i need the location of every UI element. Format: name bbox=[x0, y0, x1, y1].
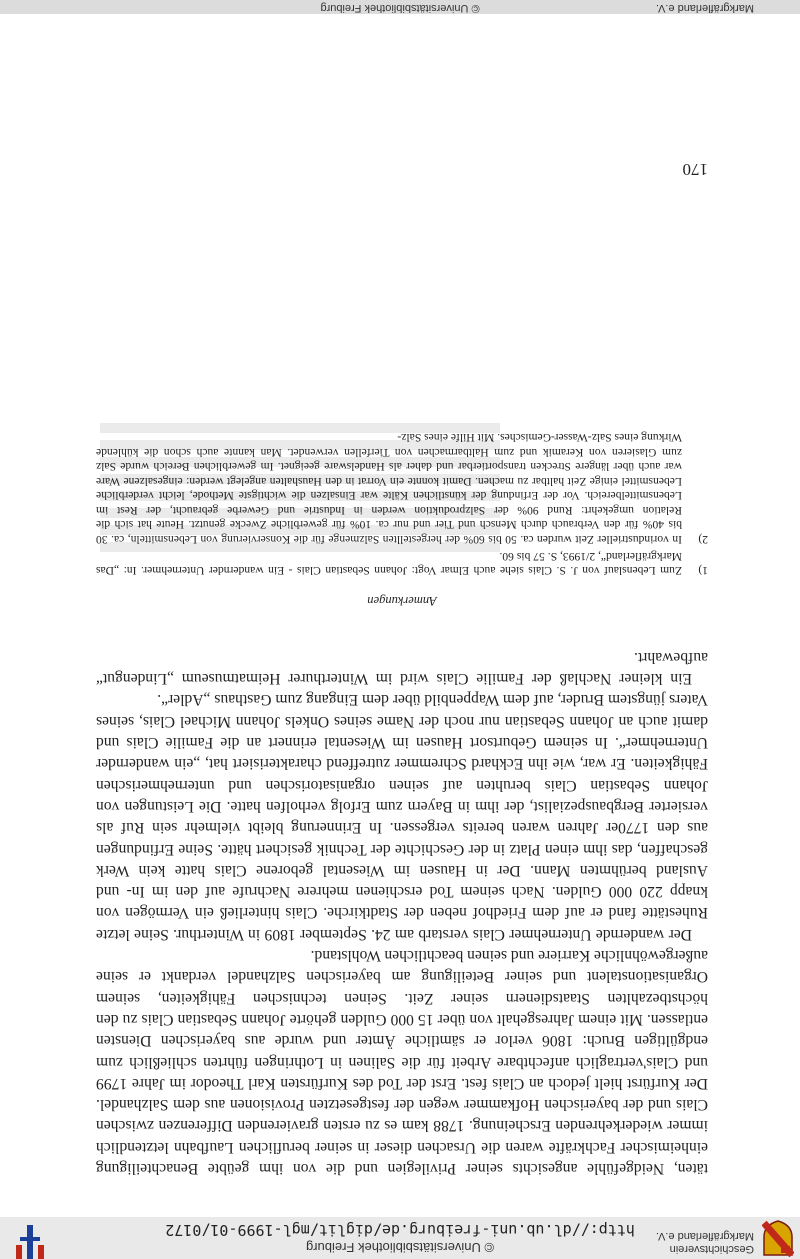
main-text bbox=[96, 427, 708, 1179]
paragraph: Der wandernde Unternehmer Clais verstarb am 24. September 1809 in Winterthur. Seine letzte Ruhestätte fand er auf dem Friedhof neben der Stadtkirche. Clais hinterließ ein Vermögen von knapp 220 000 Gulden. Nach seinem Tod erschienen mehrere Nachrufe auf den im In- und Ausland berühmten Mann. Der in Hausen im Wiesental geborene Clais hatte kein Werk geschaffen, das ihm einen Platz in der Geschichte der Technik gesichert hätte. Seine Erfindungen aus den 1770er Jahren waren bereits vergessen. In Erinnerung bleibt vielmehr sein Ruf als versierter Bergbauspezialist, der ihm in Bayern zum Erfolg verholfen hatte. Die Leistungen von Johann Sebastian Clais beruhten auf seinen organisatorischen und unternehmerischen Fähigkeiten. Er war, wie ihn Eckhard Schremmer zutreffend charakterisiert hat, „ein wandernder Unternehmer“. In seinem Geburtsort Hausen im Wiesental erinnert an die Familie Clais und damit auch an Johann Sebastian nur noch der Name seines Onkels Johann Michael Clais, seines Vaters jüngstem Bruder, auf dem Wappenbild über dem Eingang zum Gasthaus „Adler“. bbox=[96, 691, 708, 943]
document-url[interactable]: http://dl.ub.uni-freiburg.de/diglit/mgl-1999-01/0172 bbox=[165, 1221, 635, 1239]
footnote-text: Zum Lebenslauf von J. S. Clais siehe auch Elmar Vogt: Johann Sebastian Clais - Ein wandernder Unternehmer. In: „Das Markgräflerland“, 2/1993, S. 57 bis 60. bbox=[96, 549, 682, 578]
footnote-number: 1) bbox=[698, 564, 708, 578]
notes-heading: Anmerkungen bbox=[367, 593, 437, 608]
footnote-text: In vorindustrieller Zeit wurden ca. 50 bis 60% der hergestellten Salzmenge für die Konservierung von Lebensmitteln, ca. 30 bis 40% für den Verbrauch durch Mensch und Tier und nur ca. 10% für gewerbliche Zwecke genutzt. Heute hat sich die Relation umgekehrt: Rund 90% der Salzproduktion werden in Industrie und Gewerbe gebraucht, der Rest im Lebensmittelbereich. Vor der Erfindung der künstlichen Kälte war Einsalzen die wichtigste Methode, leicht verderbliche Lebensmittel einige Zeit haltbar zu machen. Damit konnte ein Vorrat in den Haushalten angelegt werden: eingesalzene Ware war auch über längere Strecken transportierbar und daher als Handelsware geeignet. Im gewerblichen Bereich wurde Salz zum Glasieren von Keramik und zum Haltbarmachen von Tierfellen verwendet. Man kannte auch schon die kühlende Wirkung eines Salz-Wasser-Gemisches. Mit Hilfe eines Salz- bbox=[96, 430, 682, 547]
society-line-2: Markgräflerland e.V. bbox=[655, 1230, 754, 1242]
header-copyright: © Universitätsbibliothek Freiburg bbox=[305, 1240, 495, 1255]
footnote bbox=[96, 548, 708, 577]
footnote-number: 2) bbox=[698, 533, 708, 547]
library-logo-icon bbox=[8, 1217, 52, 1259]
footnote bbox=[96, 429, 708, 546]
header-band bbox=[0, 1217, 800, 1259]
footer-band bbox=[0, 0, 800, 14]
paragraph: Ein kleiner Nachlaß der Familie Clais wird im Winterthurer Heimatmuseum „Lindengut“ aufbewahrt. bbox=[96, 648, 708, 688]
footer-copyright: © Universitätsbibliothek Freiburg bbox=[320, 2, 480, 14]
page-number: 170 bbox=[682, 160, 708, 179]
society-line-1: Geschichtsverein bbox=[669, 1243, 754, 1255]
footer-society: Markgräflerland e.V. bbox=[655, 2, 754, 14]
paragraph: täten, Neidgefühle angesichts seiner Privilegien und die von ihm geübte Benachteiligung einheimischer Fachkräfte waren die Ursachen dieser in seiner beruflichen Laufbahn letztendlich immer wiederkehrenden Erscheinung. 1788 kam es zu ersten gravierenden Differenzen zwischen Clais und der bayerischen Hofkammer wegen der festgesetzten Provisionen aus dem Salzhandel. Der Kurfürst hielt jedoch an Clais fest. Erst der Tod des Kurfürsten Karl Theodor im Jahre 1799 und Clais'vertraglich anfechtbare Arbeit für die Salinen in Lothringen führten schließlich zum endgültigen Bruch: 1806 verlor er sämtliche Ämter und wurde aus bayerischen Diensten entlassen. Mit einem Jahresgehalt von über 15 000 Gulden gehörte Johann Sebastian Clais zu den höchstbezahlten Staatsdienern seiner Zeit. Seinen technischen Fähigkeiten, seinem Organisationstalent und seiner Beteiligung am bayerischen Salzhandel verdankt er seine außergewöhnliche Karriere und seinen beachtlichen Wohlstand. bbox=[96, 947, 708, 1177]
